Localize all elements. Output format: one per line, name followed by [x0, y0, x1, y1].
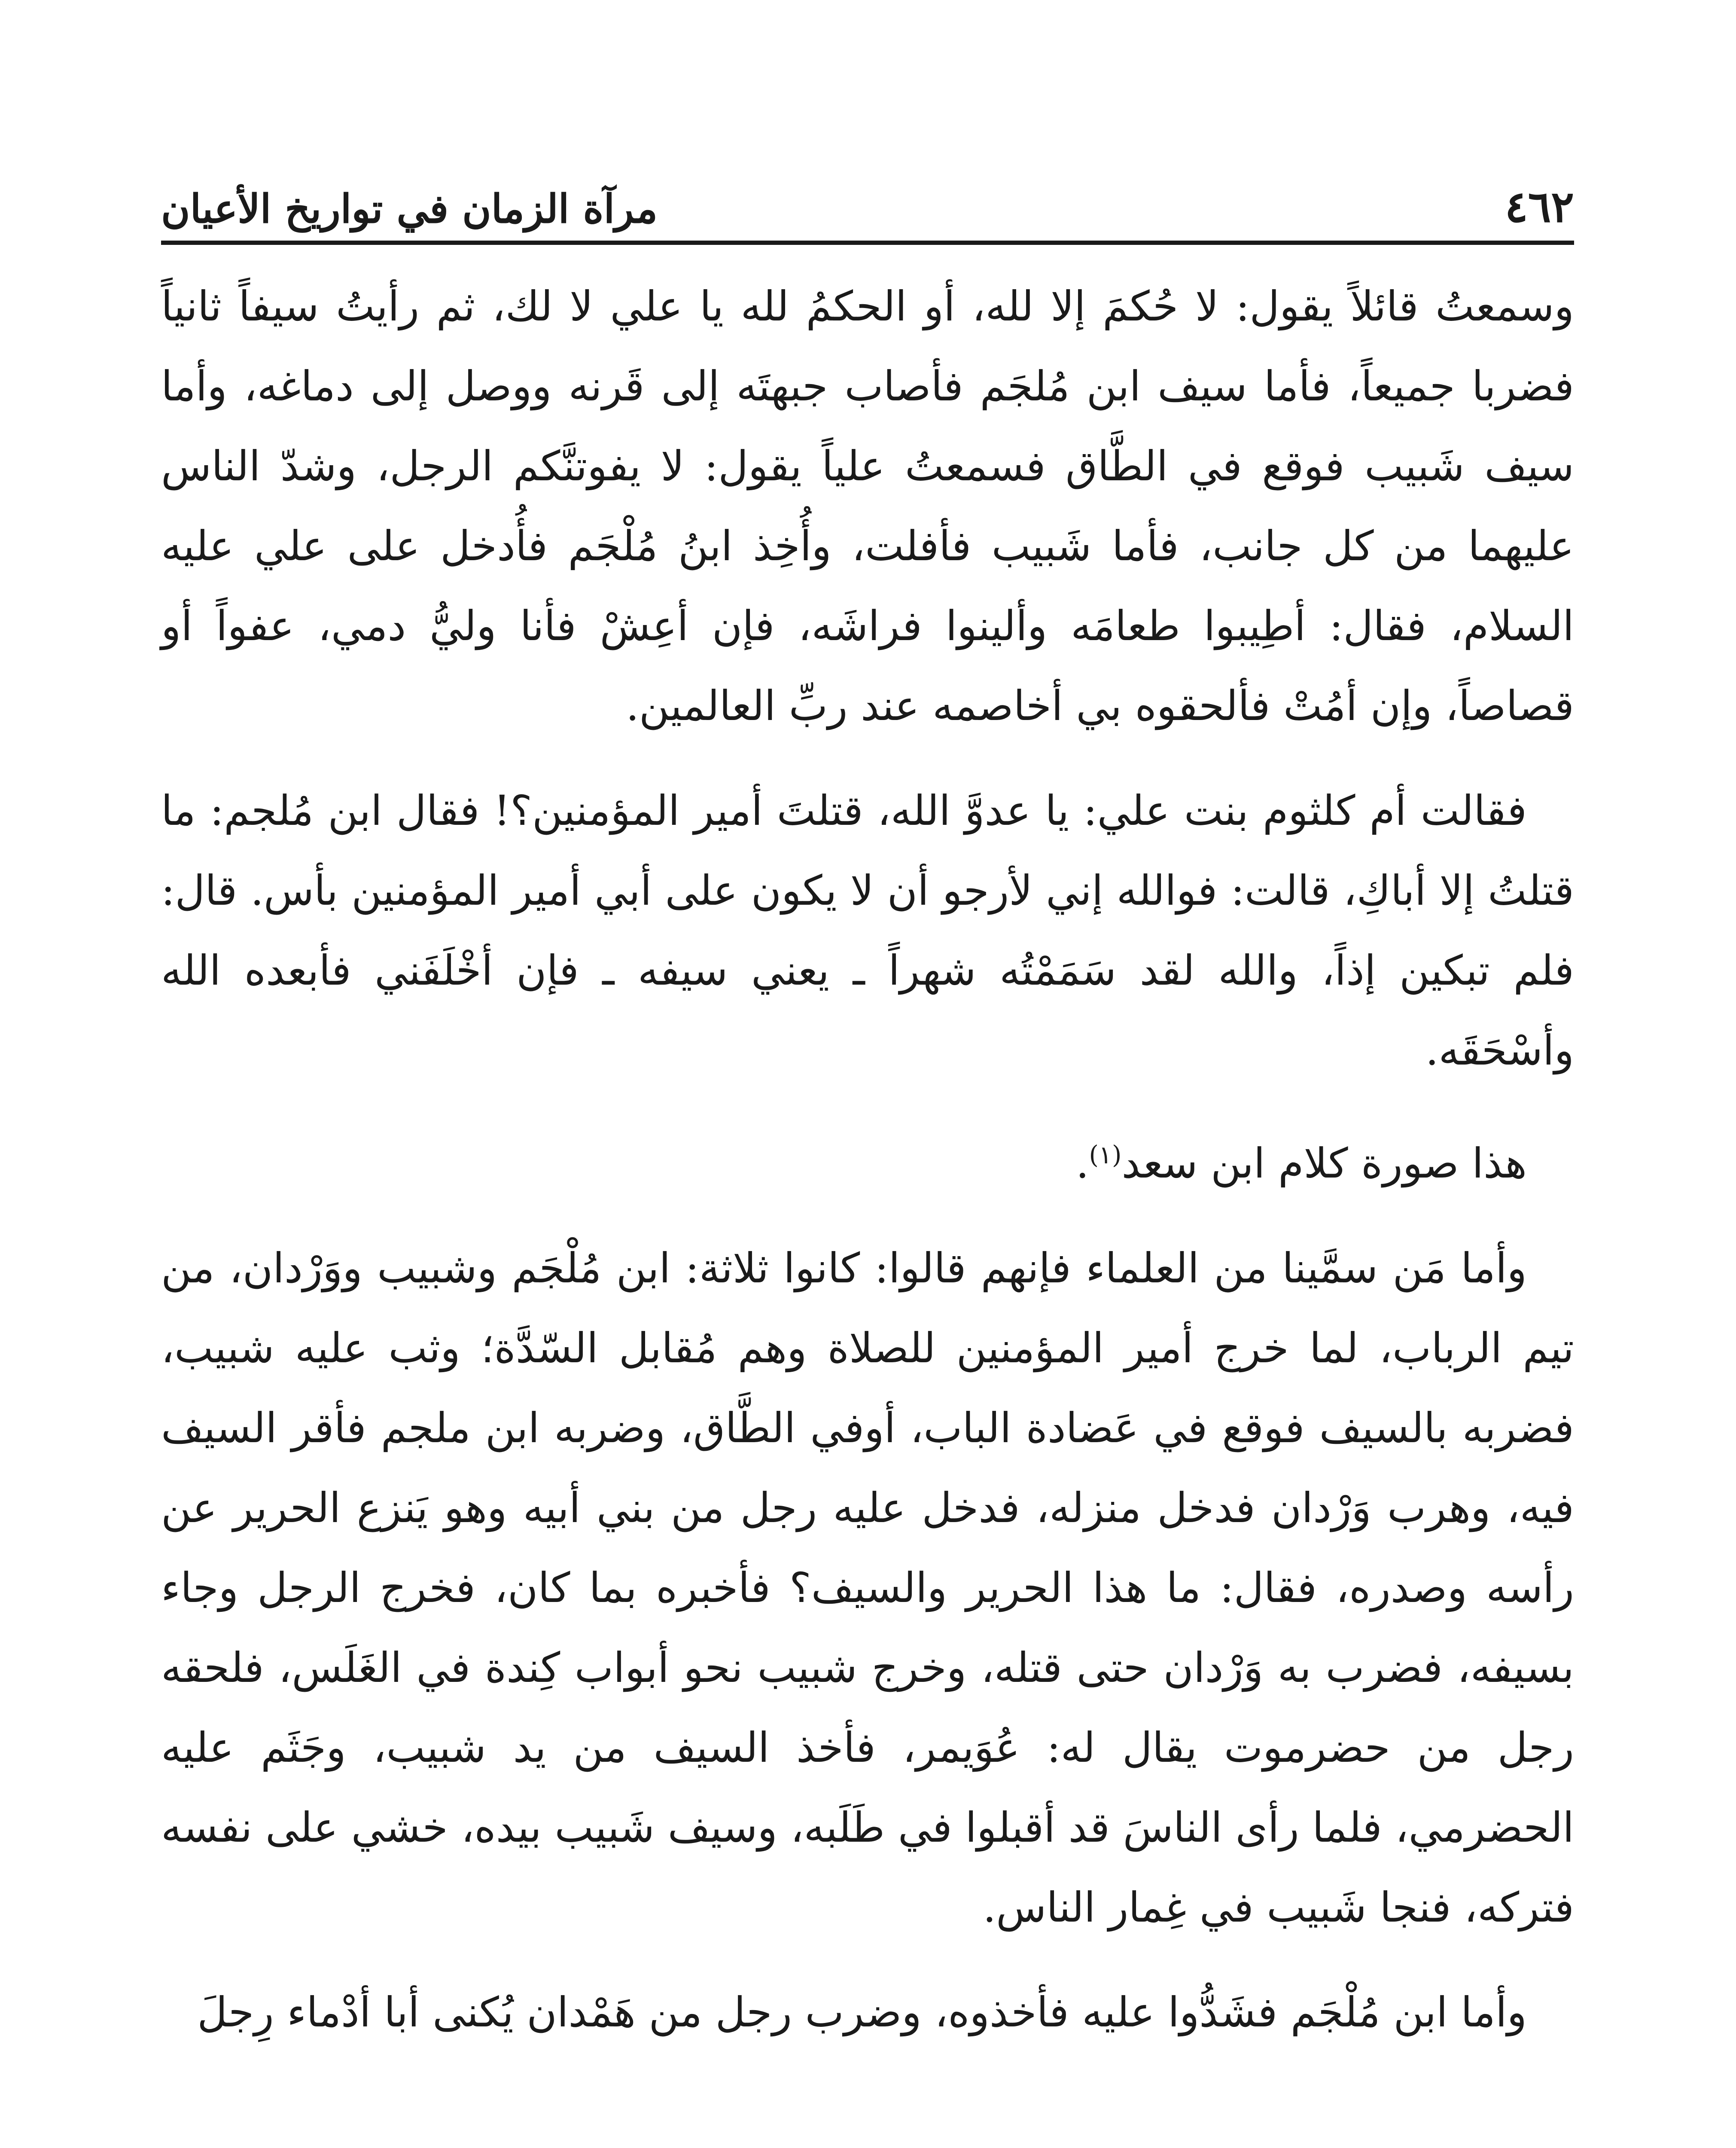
paragraph: وأما ابن مُلْجَم فشَدُّوا عليه فأخذوه، وضرب رجل من هَمْدان يُكنى أبا أدْماء رِجلَ — [197, 1988, 1527, 2036]
paragraph: وسمعتُ قائلاً يقول: لا حُكمَ إلا لله، أو الحكمُ لله يا علي لا لك، ثم رأيتُ سيفاً ثانياً فضربا جميعاً، فأما سيف ابن مُلجَم فأصاب جبهتَه إلى قَرنه ووصل إلى دماغه، وأما سيف شَبيب فوقع في الطَّاق فسمعتُ علياً يقول: لا يفوتنَّكم الرجل، وشدّ الناس عليهما من كل جانب، فأما شَبيب فأفلت، وأُخِذ ابنُ مُلْجَم فأُدخل على علي عليه السلام، فقال: أطِيبوا طعامَه وألينوا فراشَه، فإن أعِشْ فأنا وليُّ دمي، عفواً أو قصاصاً، وإن أمُتْ فألحقوه بي أخاصمه عند ربِّ العالمين. — [161, 282, 1575, 730]
page-header — [161, 163, 1574, 232]
paragraph: فقالت أم كلثوم بنت علي: يا عدوَّ الله، قتلتَ أمير المؤمنين؟! فقال ابن مُلجم: ما قتلتُ إلا أباكِ، قالت: فوالله إني لأرجو أن لا يكون على أبي أمير المؤمنين بأس. قال: فلم تبكين إذاً، والله لقد سَمَمْتُه شهراً ـ يعني سيفه ـ فإن أخْلَفَني فأبعده الله وأسْحَقَه. — [161, 787, 1575, 1074]
main-text — [161, 266, 1574, 2052]
paragraph: وأما مَن سمَّينا من العلماء فإنهم قالوا: كانوا ثلاثة: ابن مُلْجَم وشبيب ووَرْدان، من تيم الرباب، لما خرج أمير المؤمنين للصلاة وهم مُقابل السّدَّة؛ وثب عليه شبيب، فضربه بالسيف فوقع في عَضادة الباب، أوفي الطَّاق، وضربه ابن ملجم فأقر السيف فيه، وهرب وَرْدان فدخل منزله، فدخل عليه رجل من بني أبيه وهو يَنزع الحرير عن رأسه وصدره، فقال: ما هذا الحرير والسيف؟ فأخبره بما كان، فخرج الرجل وجاء بسيفه، فضرب به وَرْدان حتى قتله، وخرج شبيب نحو أبواب كِندة في الغَلَس، فلحقه رجل من حضرموت يقال له: عُوَيمر، فأخذ السيف من يد شبيب، وجَثَم عليه الحضرمي، فلما رأى الناسَ قد أقبلوا في طَلَبه، وسيف شَبيب بيده، خشي على نفسه فتركه، فنجا شَبيب في غِمار الناس. — [161, 1244, 1575, 1931]
source-note-text: هذا صورة كلام ابن سعد — [1121, 1139, 1527, 1187]
source-note-line — [161, 1115, 1574, 1203]
source-note-end: . — [1076, 1139, 1089, 1187]
header-rule — [161, 241, 1574, 245]
book-title: مرآة الزمان في تواريخ الأعيان — [161, 186, 658, 232]
footnote-marker: (١) — [1089, 1141, 1122, 1169]
page-number: ٤٦٢ — [1505, 181, 1574, 232]
